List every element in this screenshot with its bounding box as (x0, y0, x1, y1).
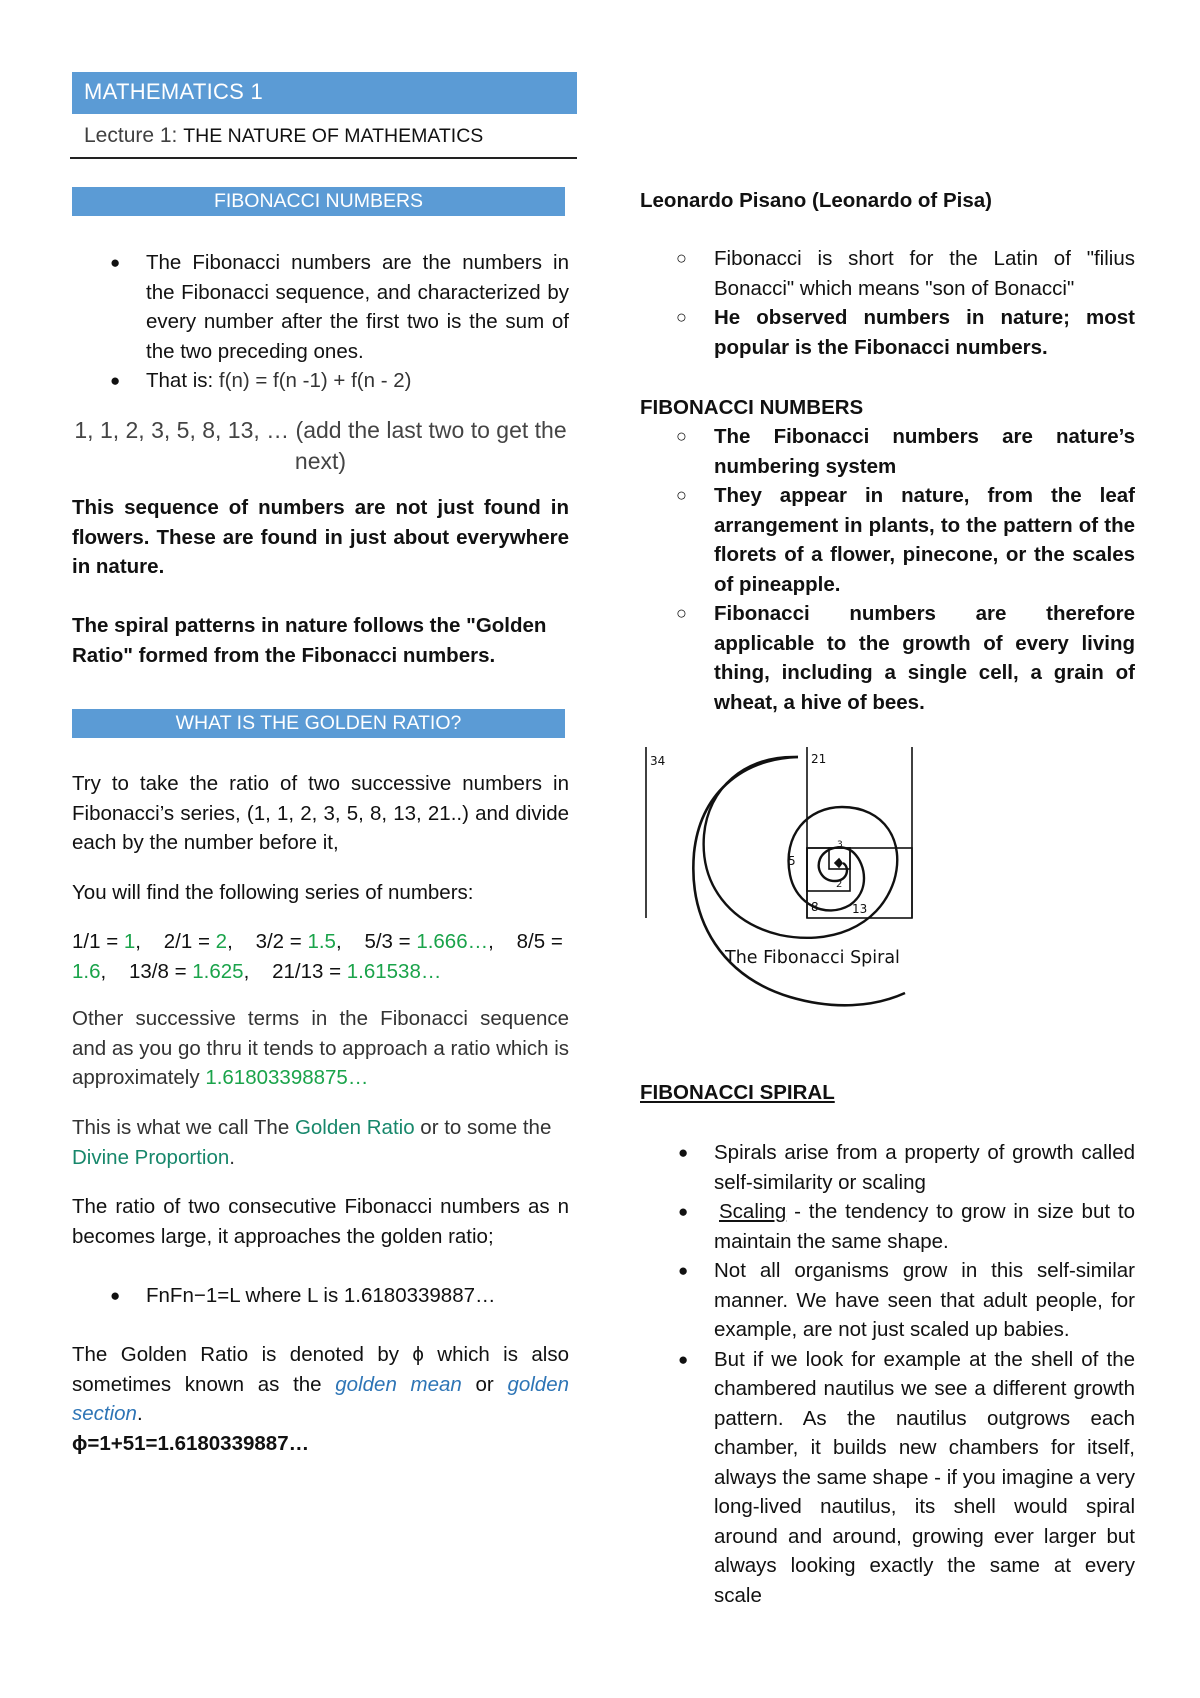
golden-ratio-term: Golden Ratio (294, 1116, 415, 1139)
label-3: 3 (837, 840, 843, 850)
circle-bullet-icon: ○ (676, 307, 687, 327)
list-item: ● Spirals arise from a property of growth called self-similarity or scaling (640, 1138, 1135, 1197)
label-2: 2 (836, 879, 843, 890)
label-34: 34 (650, 754, 666, 768)
circle-bullet-icon: ○ (676, 426, 687, 446)
section-heading-fibonacci: FIBONACCI NUMBERS (72, 187, 565, 216)
fibonacci-spiral-figure (630, 735, 930, 1035)
ratio-term: 13/8 = 1.625, (129, 959, 267, 983)
scaling-term: Scaling (719, 1200, 787, 1223)
circle-bullet-icon: ○ (676, 248, 687, 268)
paragraph-series: You will find the following series of numbers: (72, 881, 474, 904)
bullet-icon: ● (110, 253, 121, 272)
fibonacci-facts-list (640, 422, 1135, 717)
list-item: ● But if we look for example at the shell of the chambered nautilus we see a different growth pattern. As the nautilus outgrows each chamber, it builds new chambers for itself, always the same shape - if you imagine a very long-lived nautilus, its shell would spiral around and around, growing ever larger but always looking exactly the same at every scale (640, 1345, 1135, 1611)
ratio-term: 2/1 = 2, (163, 930, 250, 953)
circle-bullet-icon: ○ (676, 485, 687, 505)
list-item: ○ Fibonacci numbers are therefore applicable to the growth of every living thing, including a single cell, a grain of wheat, a hive of bees. (640, 599, 1135, 717)
bullet-icon: ● (678, 1261, 689, 1280)
list-item: ● Scaling - the tendency to grow in size but to maintain the same shape. (640, 1197, 1135, 1256)
bullet-icon: ● (678, 1349, 689, 1369)
label-13: 13 (852, 902, 868, 916)
fibonacci-numbers-heading: FIBONACCI NUMBERS (640, 396, 864, 419)
list-item: ○ Fibonacci is short for the Latin of "filius Bonacci" which means "son of Bonacci" (640, 244, 1135, 303)
bullet-icon: ● (678, 1202, 689, 1221)
definition-list (72, 248, 569, 396)
ratio-series (72, 927, 569, 986)
list-item: ○ They appear in nature, from the leaf arrangement in plants, to the pattern of the florets of a flower, pinecone, or the scales of pineapple. (640, 481, 1135, 599)
list-item: ○ He observed numbers in nature; most popular is the Fibonacci numbers. (640, 303, 1135, 362)
golden-mean-term: golden mean (335, 1372, 462, 1396)
label-5: 5 (788, 854, 796, 868)
ratio-term: 21/13 = 1.61538… (272, 959, 442, 983)
divine-proportion-term: Divine Proportion (72, 1145, 230, 1169)
pisano-list (640, 244, 1135, 362)
paragraph-phi: The Golden Ratio is denoted by ϕ which is also sometimes known as the golden mean or golden section. (72, 1343, 569, 1425)
paragraph-nature: This sequence of numbers are not just found in flowers. These are found in just about everywhere in nature. (72, 496, 569, 578)
ratio-term: 5/3 = 1.666…, (364, 930, 511, 953)
figure-caption: The Fibonacci Spiral (725, 948, 900, 968)
fibonacci-sequence: 1, 1, 2, 3, 5, 8, 13, … (add the last two to get the next) (74, 417, 567, 474)
list-item: ● Not all organisms grow in this self-similar manner. We have seen that adult people, for example, are not just scaled up babies. (640, 1256, 1135, 1345)
list-item: ● FnFn−1=L where L is 1.6180339887… (72, 1281, 569, 1311)
paragraph-approach: Other successive terms in the Fibonacci sequence and as you go thru it tends to approach a ratio which is approximately 1.61803398875… (72, 1007, 569, 1089)
paragraph-ratio-intro: Try to take the ratio of two successive numbers in Fibonacci’s series, (1, 1, 2, 3, 5, 8, 13, 21..) and divide each by the number before it, (72, 772, 569, 854)
ratio-term: 1/1 = 1, (72, 930, 159, 953)
pisano-heading: Leonardo Pisano (Leonardo of Pisa) (640, 189, 992, 212)
bullet-icon: ● (110, 1286, 121, 1305)
formula-list (72, 1281, 569, 1311)
bullet-icon: ● (110, 371, 121, 390)
course-banner (72, 72, 577, 114)
header-rule (70, 157, 577, 159)
section-heading-golden-ratio: WHAT IS THE GOLDEN RATIO? (72, 709, 565, 738)
ratio-term: 8/5 = 1.6, (72, 930, 563, 983)
lecture-title: Lecture 1: THE NATURE OF MATHEMATICS (84, 124, 484, 147)
course-title: MATHEMATICS 1 (84, 79, 264, 104)
approx-value: 1.61803398875… (205, 1066, 369, 1089)
ratio-term: 3/2 = 1.5, (255, 930, 359, 953)
circle-bullet-icon: ○ (676, 603, 687, 623)
fibonacci-spiral-heading: FIBONACCI SPIRAL (640, 1081, 835, 1104)
golden-section-term: golden section (72, 1372, 569, 1425)
list-item: ● The Fibonacci numbers are the numbers in the Fibonacci sequence, and characterized by every number after the first two is the sum of the two preceding ones. (72, 248, 569, 366)
paragraph-golden-ratio-name: This is what we call The Golden Ratio or to some the Divine Proportion. (72, 1116, 552, 1169)
list-item: ○ The Fibonacci numbers are nature’s numbering system (640, 422, 1135, 481)
label-8: 8 (811, 900, 819, 914)
bullet-icon: ● (678, 1143, 689, 1162)
paragraph-spiral: The spiral patterns in nature follows the "Golden Ratio" formed from the Fibonacci numbers. (72, 614, 547, 667)
spiral-list (640, 1138, 1135, 1610)
phi-formula: ϕ=1+51=1.6180339887… (72, 1432, 310, 1455)
list-item: ● That is: f(n) = f(n -1) + f(n - 2) (72, 366, 569, 396)
paragraph-consecutive: The ratio of two consecutive Fibonacci numbers as n becomes large, it approaches the golden ratio; (72, 1195, 569, 1248)
label-21: 21 (811, 752, 827, 766)
